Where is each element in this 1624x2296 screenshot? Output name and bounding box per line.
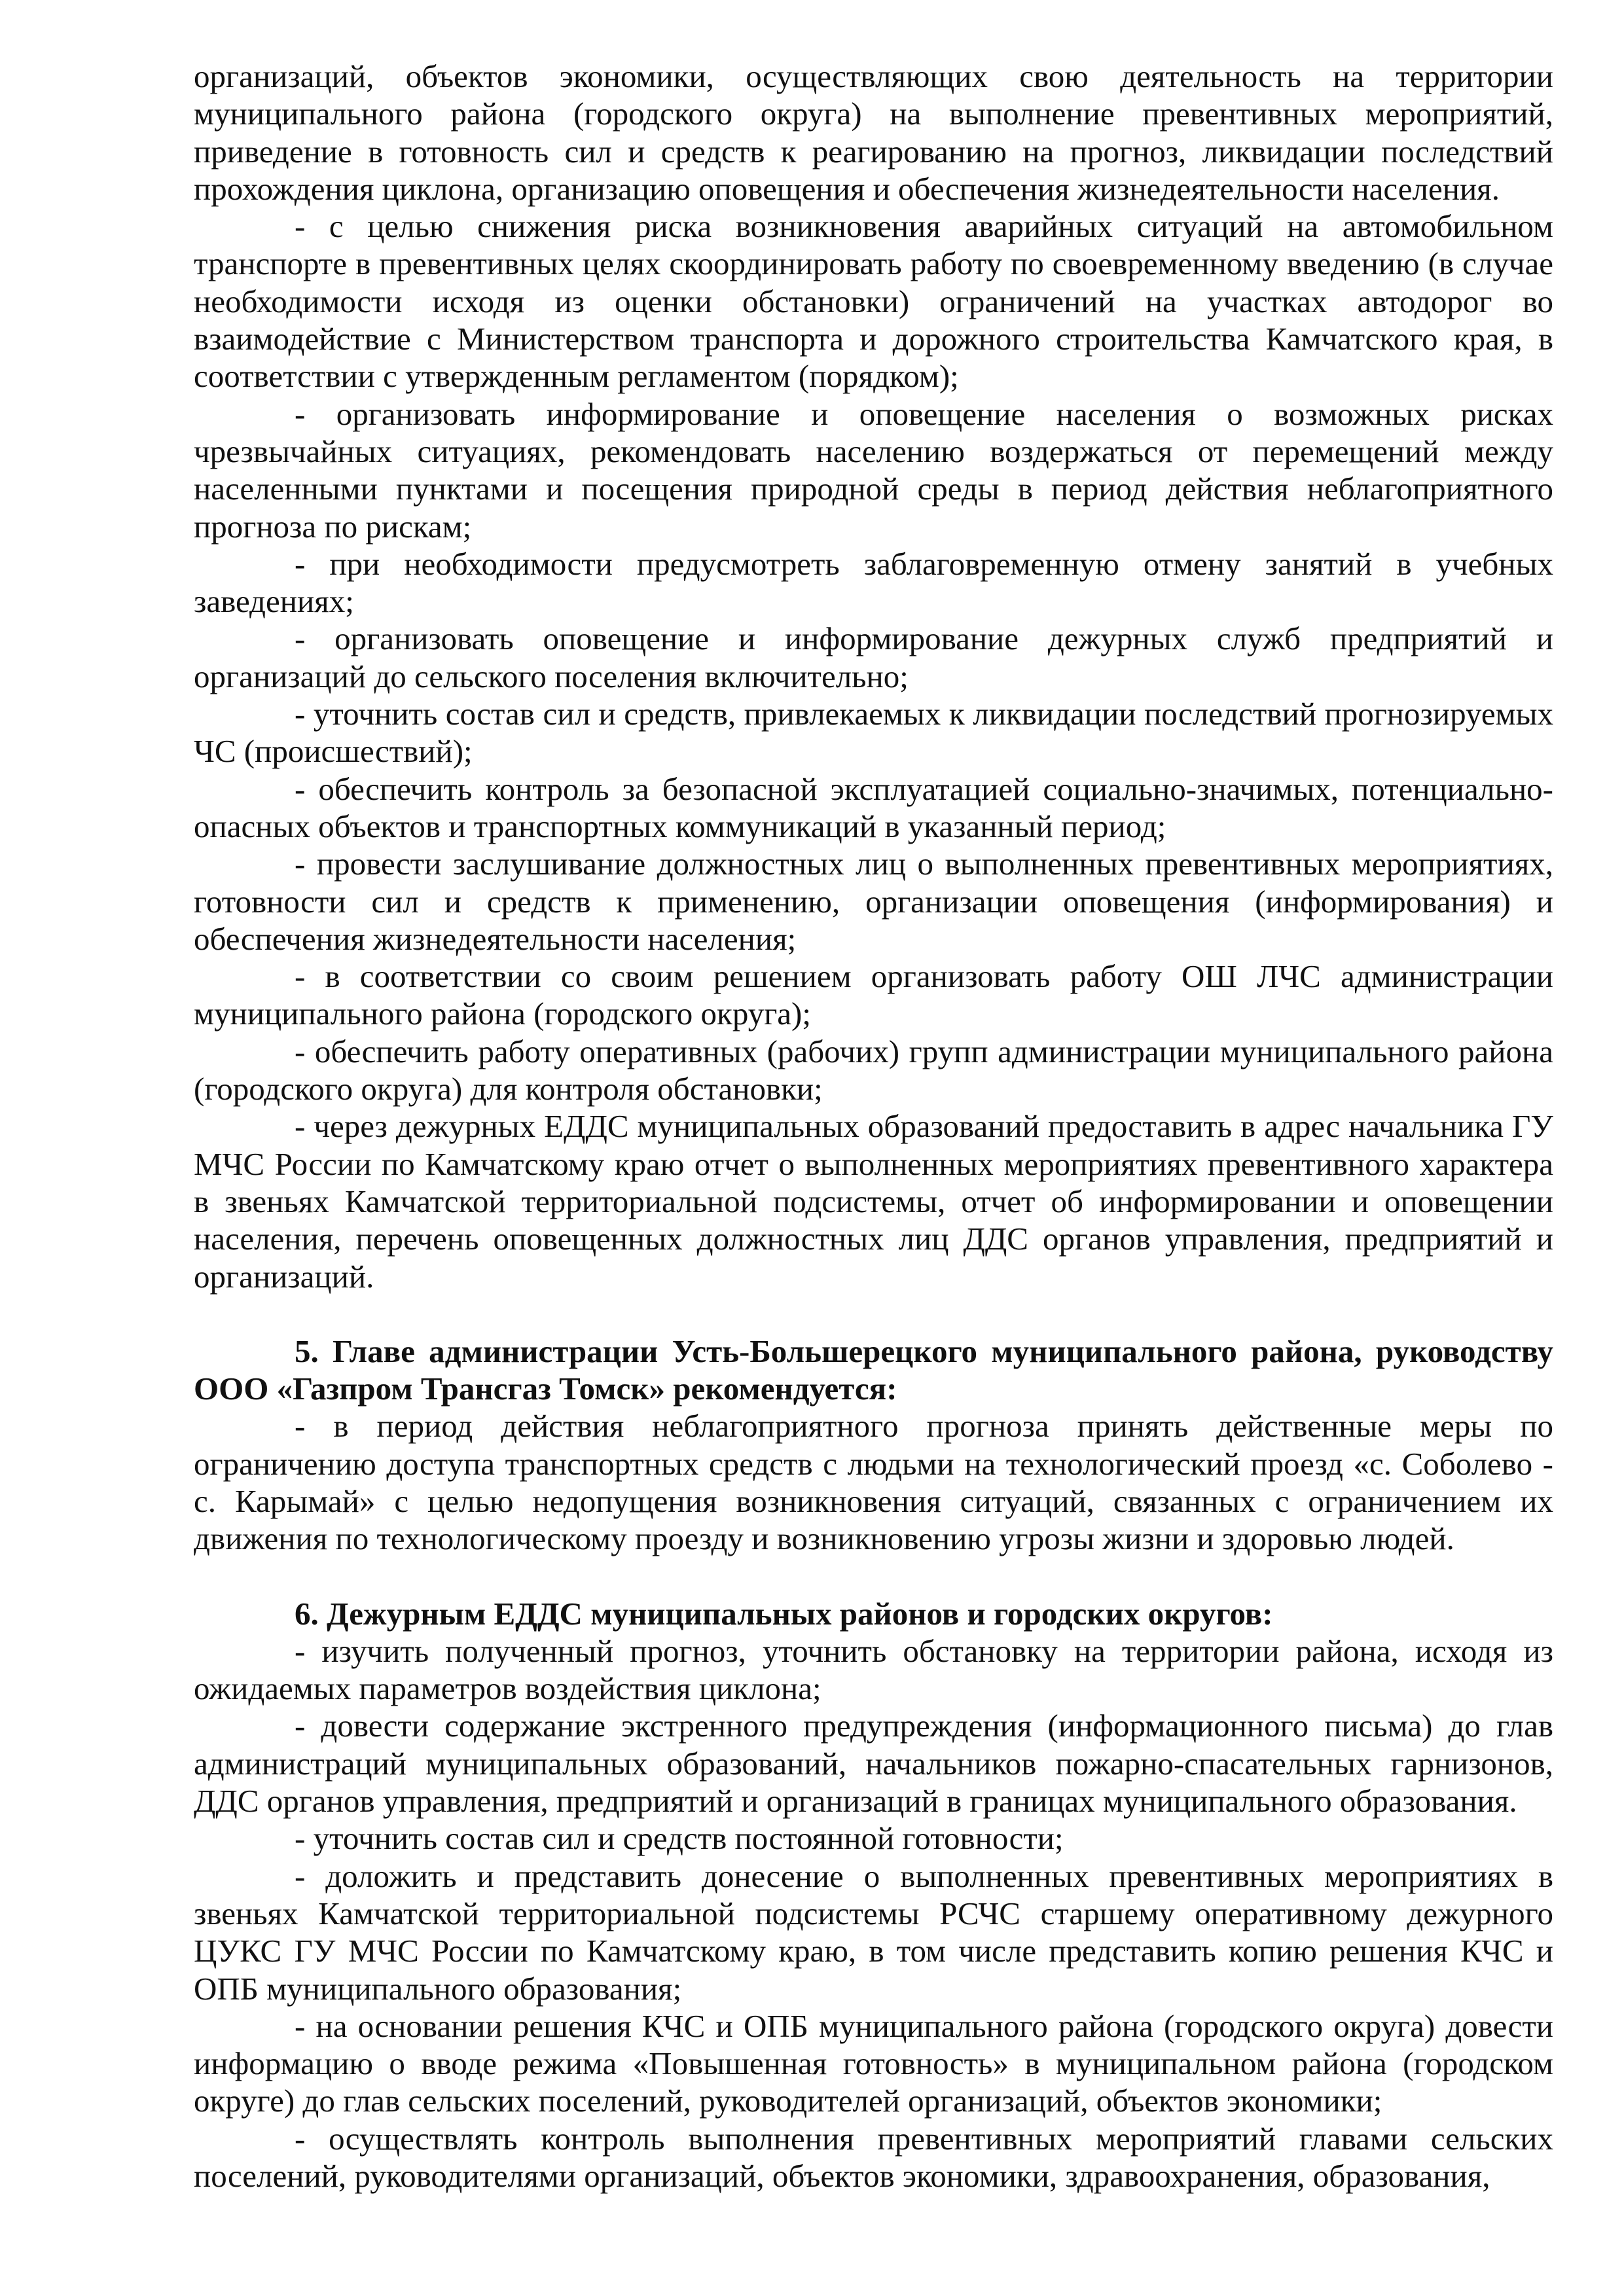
section4-item: - организовать информирование и оповещение населения о возможных рисках чрезвычайных ситуациях, рекомендовать населению воздержаться от перемещений между населенными пунктами и посещения природной среды в период действия неблагоприятного прогноза по рискам;	[194, 395, 1553, 545]
section4-item: - через дежурных ЕДДС муниципальных образований предоставить в адрес начальника ГУ МЧС России по Камчатскому краю отчет о выполненных мероприятиях превентивного характера в звеньях Камчатской территориальной подсистемы, отчет об информировании и оповещении населения, перечень оповещенных должностных лиц ДДС органов управления, предприятий и организаций.	[194, 1108, 1553, 1295]
section4-item: - в соответствии со своим решением организовать работу ОШ ЛЧС администрации муниципального района (городского округа);	[194, 958, 1553, 1032]
section4-item: - провести заслушивание должностных лиц о выполненных превентивных мероприятиях, готовности сил и средств к применению, организации оповещения (информирования) и обеспечения жизнедеятельности населения;	[194, 846, 1553, 957]
section6-item: - осуществлять контроль выполнения превентивных мероприятий главами сельских поселений, руководителями организаций, объектов экономики, здравоохранения, образования,	[194, 2120, 1553, 2195]
section4-item: - обеспечить контроль за безопасной эксплуатацией социально-значимых, потенциально-опасных объектов и транспортных коммуникаций в указанный период;	[194, 770, 1553, 844]
intro-paragraph: организаций, объектов экономики, осуществляющих свою деятельность на территории муниципального района (городского округа) на выполнение превентивных мероприятий, приведение в готовность сил и средств к реагированию на прогноз, ликвидации последствий прохождения циклона, организацию оповещения и обеспечения жизнедеятельности населения.	[194, 58, 1553, 207]
section4-item: - обеспечить работу оперативных (рабочих) групп администрации муниципального района (городского округа) для контроля обстановки;	[194, 1033, 1553, 1107]
section6-item: - уточнить состав сил и средств постоянной готовности;	[295, 1820, 1064, 1857]
section4-item: - с целью снижения риска возникновения аварийных ситуаций на автомобильном транспорте в превентивных целях скоординировать работу по своевременному введению (в случае необходимости исходя из оценки обстановки) ограничений на участках автодорог во взаимодействие с Министерством транспорта и дорожного строительства Камчатского края, в соответствии с утвержденным регламентом (порядком);	[194, 208, 1553, 395]
section5-item: - в период действия неблагоприятного прогноза принять действенные меры по ограничению доступа транспортных средств с людьми на технологический проезд «с. Соболево - с. Карымай» с целью недопущения возникновения ситуаций, связанных с ограничением их движения по технологическому проезду и возникновению угрозы жизни и здоровью людей.	[194, 1408, 1553, 1557]
section-spacer	[194, 1558, 1553, 1595]
section-spacer	[194, 1295, 1553, 1333]
section4-item: - уточнить состав сил и средств, привлекаемых к ликвидации последствий прогнозируемых ЧС (происшествий);	[194, 696, 1553, 770]
section6-item: - на основании решения КЧС и ОПБ муниципального района (городского округа) довести информацию о вводе режима «Повышенная готовность» в муниципальном района (городском округе) до глав сельских поселений, руководителей организаций, объектов экономики;	[194, 2007, 1553, 2119]
section6-item: - изучить полученный прогноз, уточнить обстановку на территории района, исходя из ожидаемых параметров воздействия циклона;	[194, 1632, 1553, 1707]
section6-item: - довести содержание экстренного предупреждения (информационного письма) до глав администраций муниципальных образований, начальников пожарно-спасательных гарнизонов, ДДС органов управления, предприятий и организаций в границах муниципального образования.	[194, 1708, 1553, 1820]
section4-item: - организовать оповещение и информирование дежурных служб предприятий и организаций до сельского поселения включительно;	[194, 620, 1553, 694]
document-page	[194, 58, 1553, 2195]
section6-heading: 6. Дежурным ЕДДС муниципальных районов и городских округов:	[295, 1595, 1273, 1632]
section6-item: - доложить и представить донесение о выполненных превентивных мероприятиях в звеньях Камчатской территориальной подсистемы РСЧС старшему оперативному дежурного ЦУКС ГУ МЧС России по Камчатскому краю, в том числе представить копию решения КЧС и ОПБ муниципального образования;	[194, 1857, 1553, 2007]
section5-heading: 5. Главе администрации Усть-Большерецкого муниципального района, руководству ООО «Газпром Трансгаз Томск» рекомендуется:	[194, 1333, 1553, 1407]
section4-item: - при необходимости предусмотреть заблаговременную отмену занятий в учебных заведениях;	[194, 545, 1553, 620]
